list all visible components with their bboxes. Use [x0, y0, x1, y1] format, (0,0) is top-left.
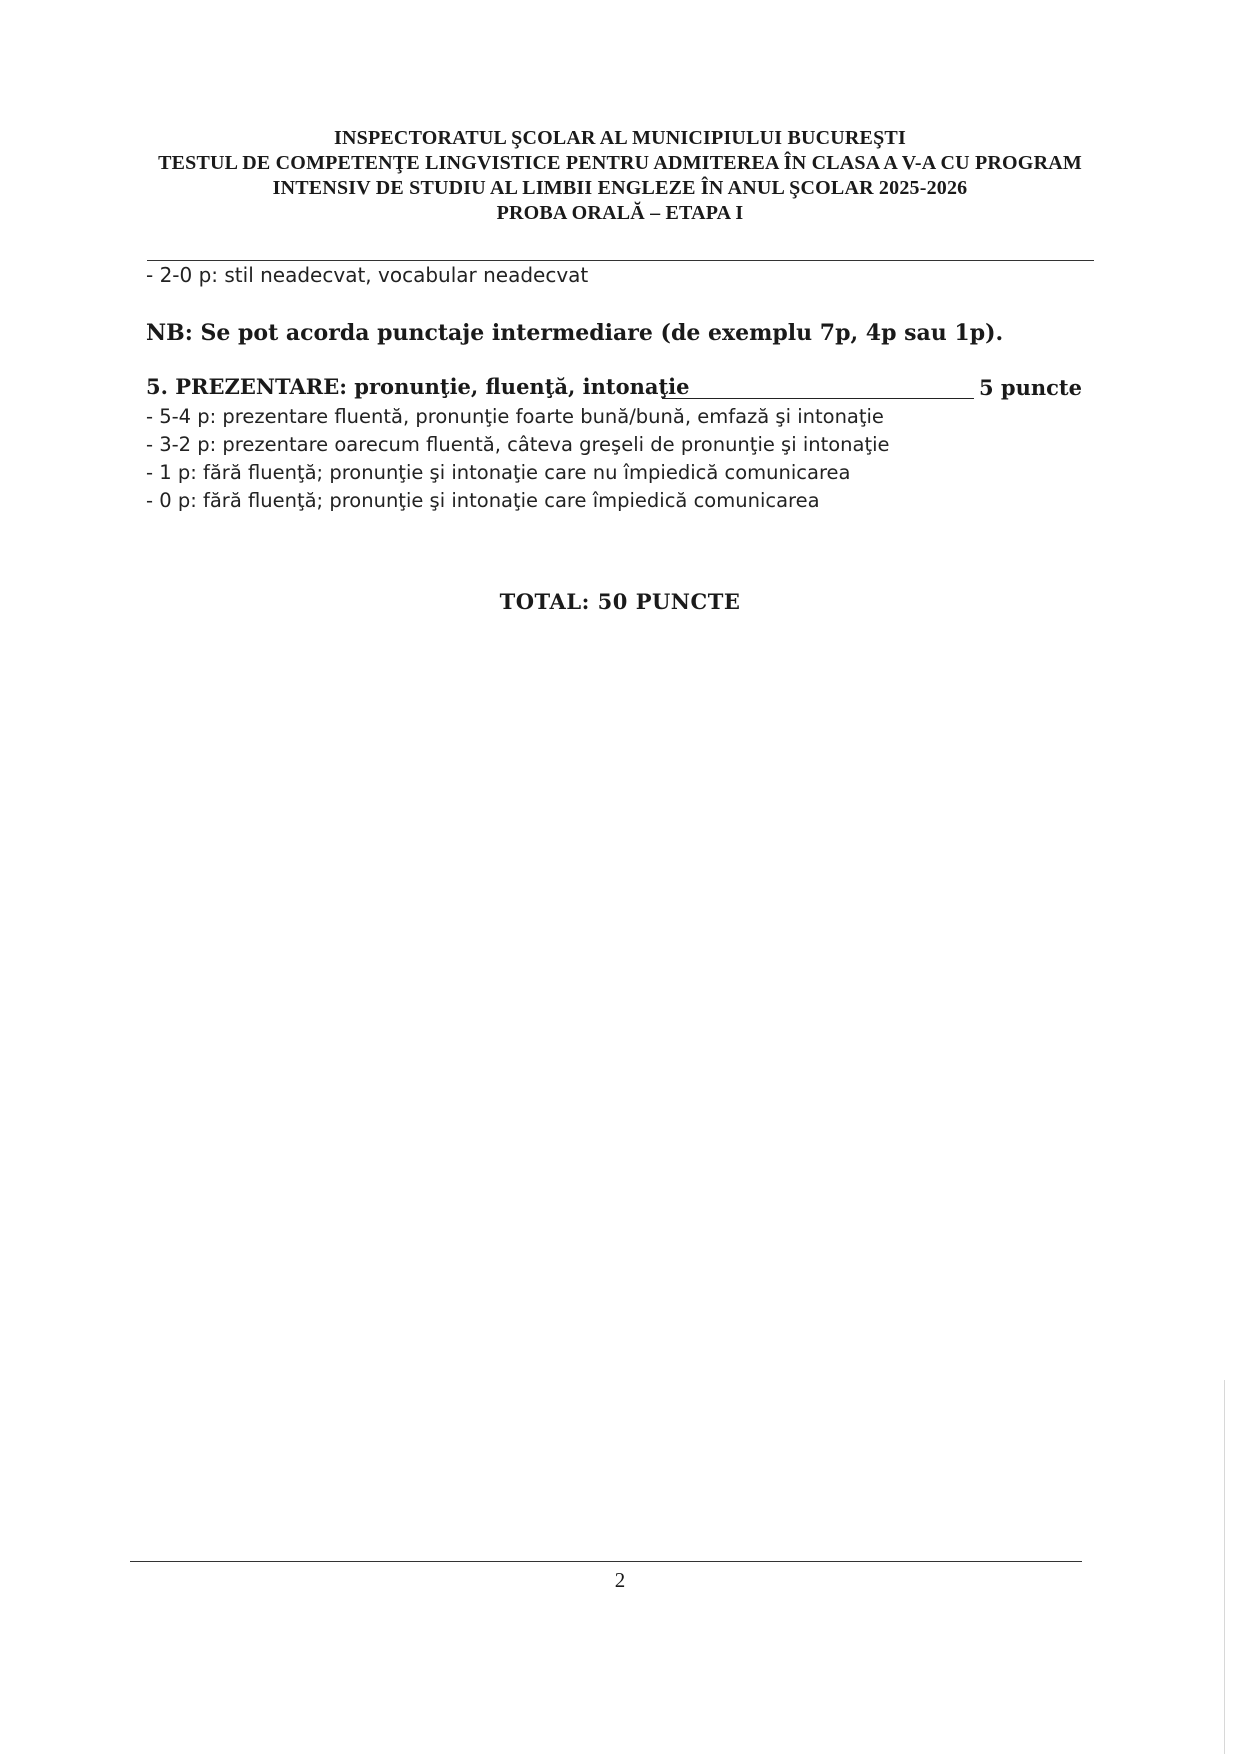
criterion-item: - 5-4 p: prezentare fluentă, pronunţie foarte bună/bună, emfază şi intonaţie [146, 405, 884, 428]
scan-edge-line [1224, 1380, 1225, 1754]
page-number: 2 [614, 1568, 626, 1592]
header-line-exam-stage: PROBA ORALĂ – ETAPA I [496, 202, 744, 224]
header-line-institution: INSPECTORATUL ŞCOLAR AL MUNICIPIULUI BUCUREŞTI [334, 127, 906, 149]
document-header [130, 126, 1110, 226]
section-5-criteria [146, 403, 890, 515]
continuation-criterion: - 2-0 p: stil neadecvat, vocabular neadecvat [146, 263, 589, 287]
criterion-item: - 0 p: fără fluenţă; pronunţie şi intonaţie care împiedică comunicarea [146, 489, 820, 512]
footer-divider [130, 1561, 1082, 1562]
section-5-title: 5. PREZENTARE: pronunţie, fluenţă, intonaţie [146, 374, 690, 399]
section-5-heading [146, 374, 1082, 404]
header-line-test-title: TESTUL DE COMPETENŢE LINGVISTICE PENTRU ADMITEREA ÎN CLASA A V-A CU PROGRAM [158, 152, 1082, 174]
total-score: TOTAL: 50 PUNCTE [499, 589, 741, 614]
criterion-item: - 3-2 p: prezentare oarecum fluentă, câteva greşeli de pronunţie şi intonaţie [146, 433, 890, 456]
criterion-item: - 1 p: fără fluenţă; pronunţie şi intonaţie care nu împiedică comunicarea [146, 461, 851, 484]
header-line-program: INTENSIV DE STUDIU AL LIMBII ENGLEZE ÎN ANUL ŞCOLAR 2025-2026 [272, 177, 968, 199]
nb-note: NB: Se pot acorda punctaje intermediare (de exemplu 7p, 4p sau 1p). [146, 320, 1004, 346]
header-divider [147, 260, 1094, 261]
section-5-leader-line [662, 398, 974, 399]
section-5-points: 5 puncte [979, 375, 1082, 400]
